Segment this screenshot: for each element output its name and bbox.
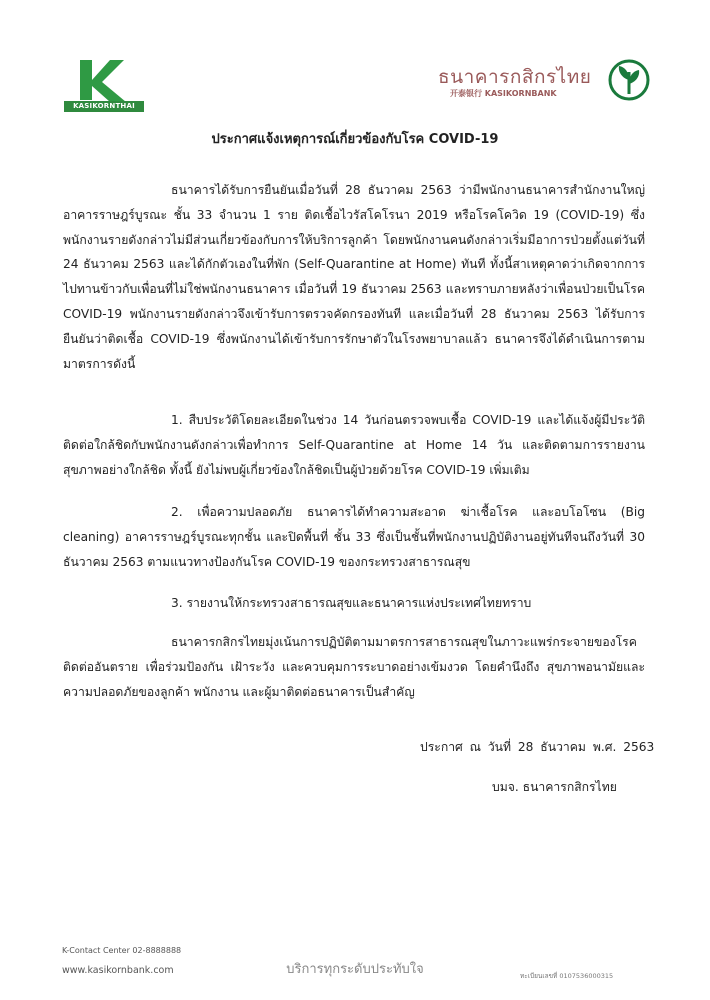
bank-name-thai: ธนาคารกสิกรไทย: [438, 66, 592, 88]
paragraph-measure-3: 3. รายงานให้กระทรวงสาธารณสุขและธนาคารแห่งประเทศไทยทราบ: [171, 596, 532, 610]
bank-name-english: 开泰银行 KASIKORNBANK: [450, 89, 557, 98]
paragraph-closing: ธนาคารกสิกรไทยมุ่งเน้นการปฏิบัติตามมาตรการสาธารณสุขในภาวะแพร่กระจายของโรคติดต่ออันตราย เพื่อร่วมป้องกัน เฝ้าระวัง และควบคุมการระบาดอย่างเข้มงวด โดยคำนึงถึง สุขภาพอนามัยและความปลอดภัยของลูกค้า พนักงาน และผู้มาติดต่อธนาคารเป็นสำคัญ: [63, 635, 645, 699]
footer-contact: K-Contact Center 02-8888888: [62, 946, 182, 955]
paragraph-measure-2: 2. เพื่อความปลอดภัย ธนาคารได้ทำความสะอาด ฆ่าเชื้อโรค และอบโอโซน (Big cleaning) อาคารราษฎร์บูรณะทุกชั้น และปิดพื้นที่ ชั้น 33 ซึ่งเป็นชั้นที่พนักงานปฏิบัติงานอยู่ทันทีจนถึงวันที่ 30 ธันวาคม 2563 ตามแนวทางป้องกันโรค COVID-19 ของกระทรวงสาธารณสุข: [63, 505, 645, 569]
paragraph-measure-1: 1. สืบประวัติโดยละเอียดในช่วง 14 วันก่อนตรวจพบเชื้อ COVID-19 และได้แจ้งผู้มีประวัติติดต่อใกล้ชิดกับพนักงานดังกล่าวเพื่อทำการ Self-Quarantine at Home 14 วัน และติดตามการรายงานสุขภาพอย่างใกล้ชิด ทั้งนี้ ยังไม่พบผู้เกี่ยวข้องใกล้ชิดเป็นผู้ป่วยด้วยโรค COVID-19 เพิ่มเติม: [63, 413, 645, 477]
kasikornthai-logo-text: KASIKORNTHAI: [64, 101, 144, 112]
footer-registration: ทะเบียนเลขที่ 0107536000315: [520, 972, 614, 980]
signature-line: บมจ. ธนาคารกสิกรไทย: [492, 780, 617, 794]
document-title: ประกาศแจ้งเหตุการณ์เกี่ยวข้องกับโรค COVID-19: [211, 132, 499, 147]
footer-website: www.kasikornbank.com: [62, 965, 174, 976]
announcement-date: ประกาศ ณ วันที่ 28 ธันวาคม พ.ศ. 2563: [420, 740, 655, 754]
footer-slogan: บริการทุกระดับประทับใจ: [286, 962, 424, 977]
kasikornbank-rice-icon: [608, 58, 650, 102]
paragraph-intro: ธนาคารได้รับการยืนยันเมื่อวันที่ 28 ธันวาคม 2563 ว่ามีพนักงานธนาคารสำนักงานใหญ่ อาคารราษฎร์บูรณะ ชั้น 33 จำนวน 1 ราย ติดเชื้อไวรัสโคโรนา 2019 หรือโรคโควิด 19 (COVID-19) ซึ่งพนักงานรายดังกล่าวไม่มีส่วนเกี่ยวข้องกับการให้บริการลูกค้า โดยพนักงานคนดังกล่าวเริ่มมีอาการป่วยตั้งแต่วันที่ 24 ธันวาคม 2563 และได้กักตัวเองในที่พัก (Self-Quarantine at Home) ทันที ทั้งนี้สาเหตุคาดว่าเกิดจากการไปทานข้าวกับเพื่อนที่ไม่ใช่พนักงานธนาคาร เมื่อวันที่ 19 ธันวาคม 2563 และทราบภายหลังว่าเพื่อนป่วยเป็นโรค COVID-19 พนักงานรายดังกล่าวจึงเข้ารับการตรวจคัดกรองทันที และเมื่อวันที่ 28 ธันวาคม 2563 ได้รับการยืนยันว่าติดเชื้อ COVID-19 ซึ่งพนักงานได้เข้ารับการรักษาตัวในโรงพยาบาลแล้ว ธนาคารจึงได้ดำเนินการตามมาตรการดังนี้: [63, 183, 645, 371]
